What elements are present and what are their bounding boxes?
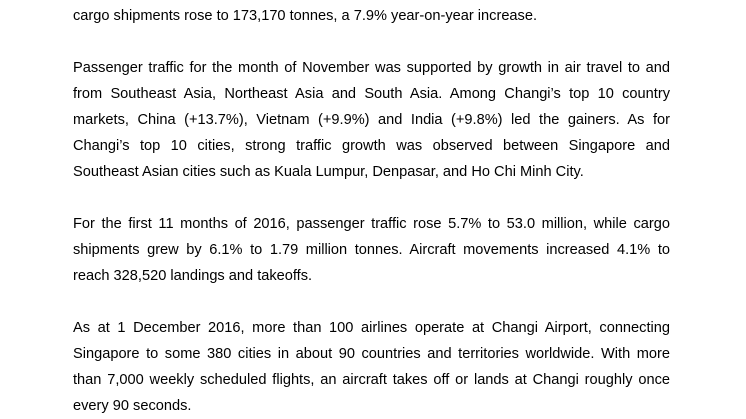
paragraph-line: Passenger traffic for the month of November was supported by growth in air travel to and bbox=[73, 60, 670, 76]
paragraph-line: than 7,000 weekly scheduled flights, an aircraft takes off or lands at Changi roughly once bbox=[73, 372, 670, 388]
paragraph-cargo-shipments bbox=[73, 3, 670, 29]
paragraph-line: markets, China (+13.7%), Vietnam (+9.9%) and India (+9.8%) led the gainers. As for bbox=[73, 112, 670, 128]
paragraph-line: Changi’s top 10 cities, strong traffic growth was observed between Singapore and bbox=[73, 138, 670, 154]
paragraph-line: reach 328,520 landings and takeoffs. bbox=[73, 268, 313, 284]
paragraph-line: cargo shipments rose to 173,170 tonnes, a 7.9% year-on-year increase. bbox=[73, 8, 538, 24]
paragraph-line: shipments grew by 6.1% to 1.79 million tonnes. Aircraft movements increased 4.1% to bbox=[73, 242, 670, 258]
paragraph-line: from Southeast Asia, Northeast Asia and South Asia. Among Changi’s top 10 country bbox=[73, 86, 670, 102]
paragraph-line: every 90 seconds. bbox=[73, 398, 192, 414]
paragraph-airlines-connectivity bbox=[73, 315, 670, 419]
paragraph-first-11-months bbox=[73, 211, 670, 289]
paragraph-line: For the first 11 months of 2016, passenger traffic rose 5.7% to 53.0 million, while cargo bbox=[73, 216, 670, 232]
paragraph-line: As at 1 December 2016, more than 100 airlines operate at Changi Airport, connecting bbox=[73, 320, 670, 336]
paragraph-line: Singapore to some 380 cities in about 90 countries and territories worldwide. With more bbox=[73, 346, 670, 362]
paragraph-line: Southeast Asian cities such as Kuala Lumpur, Denpasar, and Ho Chi Minh City. bbox=[73, 164, 584, 180]
paragraph-passenger-traffic-november bbox=[73, 55, 670, 185]
